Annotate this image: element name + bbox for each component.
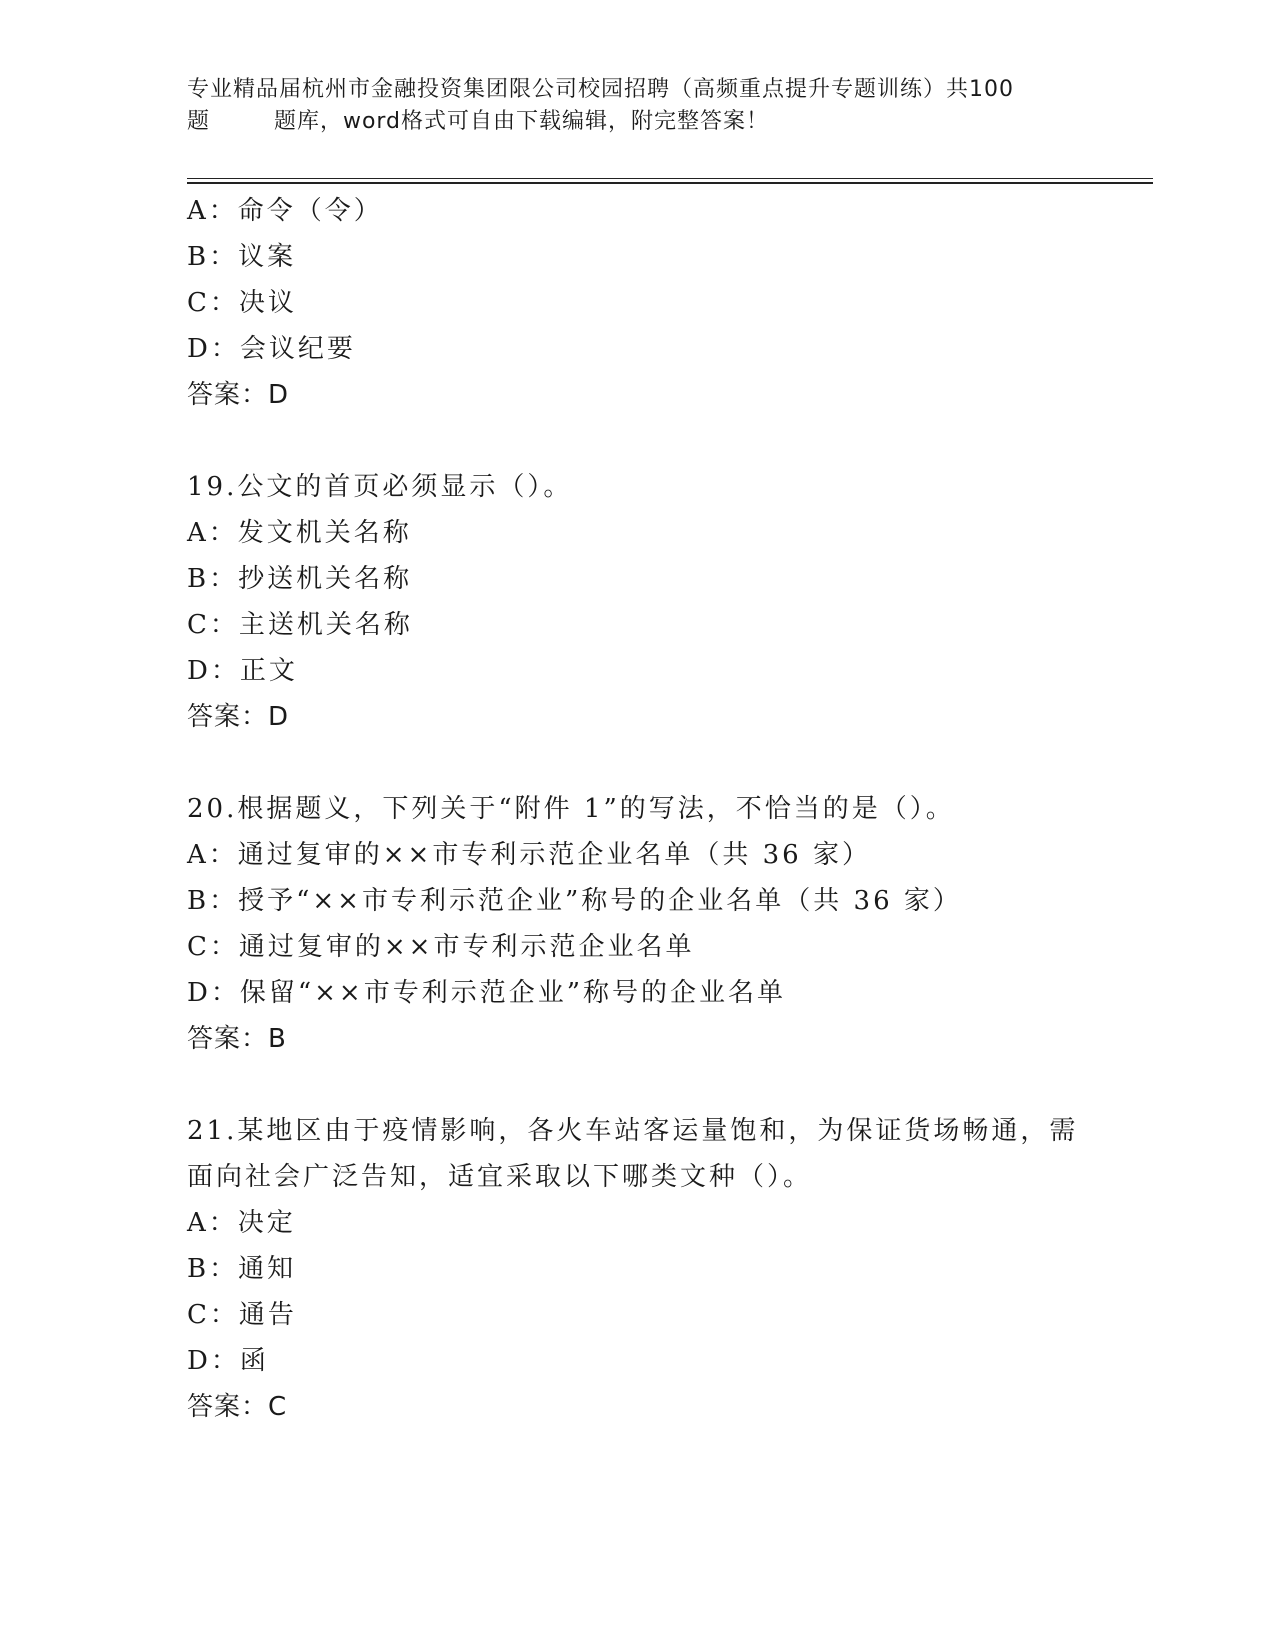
option-c: C：主送机关名称: [187, 610, 413, 640]
page-header: [187, 74, 1087, 138]
option-d: D：会议纪要: [187, 334, 356, 364]
question-list: [187, 188, 1087, 1430]
question-stem-line-1: 21.某地区由于疫情影响，各火车站客运量饱和，为保证货场畅通，需: [187, 1116, 1079, 1146]
option-b: B：议案: [187, 242, 297, 272]
answer: 答案：B: [187, 1024, 287, 1054]
header-title-line-1: 专业精品届杭州市金融投资集团限公司校园招聘（高频重点提升专题训练）共100: [187, 77, 1014, 102]
header-divider-thin: [187, 178, 1153, 179]
option-d: D：函: [187, 1346, 269, 1376]
spacer: [187, 418, 1087, 464]
option-d: D：保留“××市专利示范企业”称号的企业名单: [187, 978, 787, 1008]
option-c: C：决议: [187, 288, 297, 318]
option-c: C：通告: [187, 1300, 297, 1330]
question-stem: 20.根据题义，下列关于“附件 1”的写法，不恰当的是（）。: [187, 794, 955, 824]
question-21: [187, 1108, 1087, 1430]
option-b: B：授予“××市专利示范企业”称号的企业名单（共 36 家）: [187, 886, 962, 916]
option-c: C：通过复审的××市专利示范企业名单: [187, 932, 695, 962]
option-b: B：抄送机关名称: [187, 564, 413, 594]
question-20: [187, 786, 1087, 1062]
option-a: A：发文机关名称: [187, 518, 412, 548]
question-stem: 19.公文的首页必须显示（）。: [187, 472, 573, 502]
answer: 答案：C: [187, 1392, 288, 1422]
option-a: A：决定: [187, 1208, 296, 1238]
option-a: A：通过复审的××市专利示范企业名单（共 36 家）: [187, 840, 871, 870]
spacer: [187, 740, 1087, 786]
option-a: A：命令（令）: [187, 196, 383, 226]
header-title-line-2: 题 题库，word格式可自由下载编辑，附完整答案！: [187, 109, 770, 134]
header-divider-thick: [187, 182, 1153, 184]
question-18: [187, 188, 1087, 418]
answer: 答案：D: [187, 380, 290, 410]
answer: 答案：D: [187, 702, 290, 732]
question-19: [187, 464, 1087, 740]
spacer: [187, 1062, 1087, 1108]
question-stem-line-2: 面向社会广泛告知，适宜采取以下哪类文种（）。: [187, 1162, 813, 1192]
option-b: B：通知: [187, 1254, 297, 1284]
option-d: D：正文: [187, 656, 298, 686]
